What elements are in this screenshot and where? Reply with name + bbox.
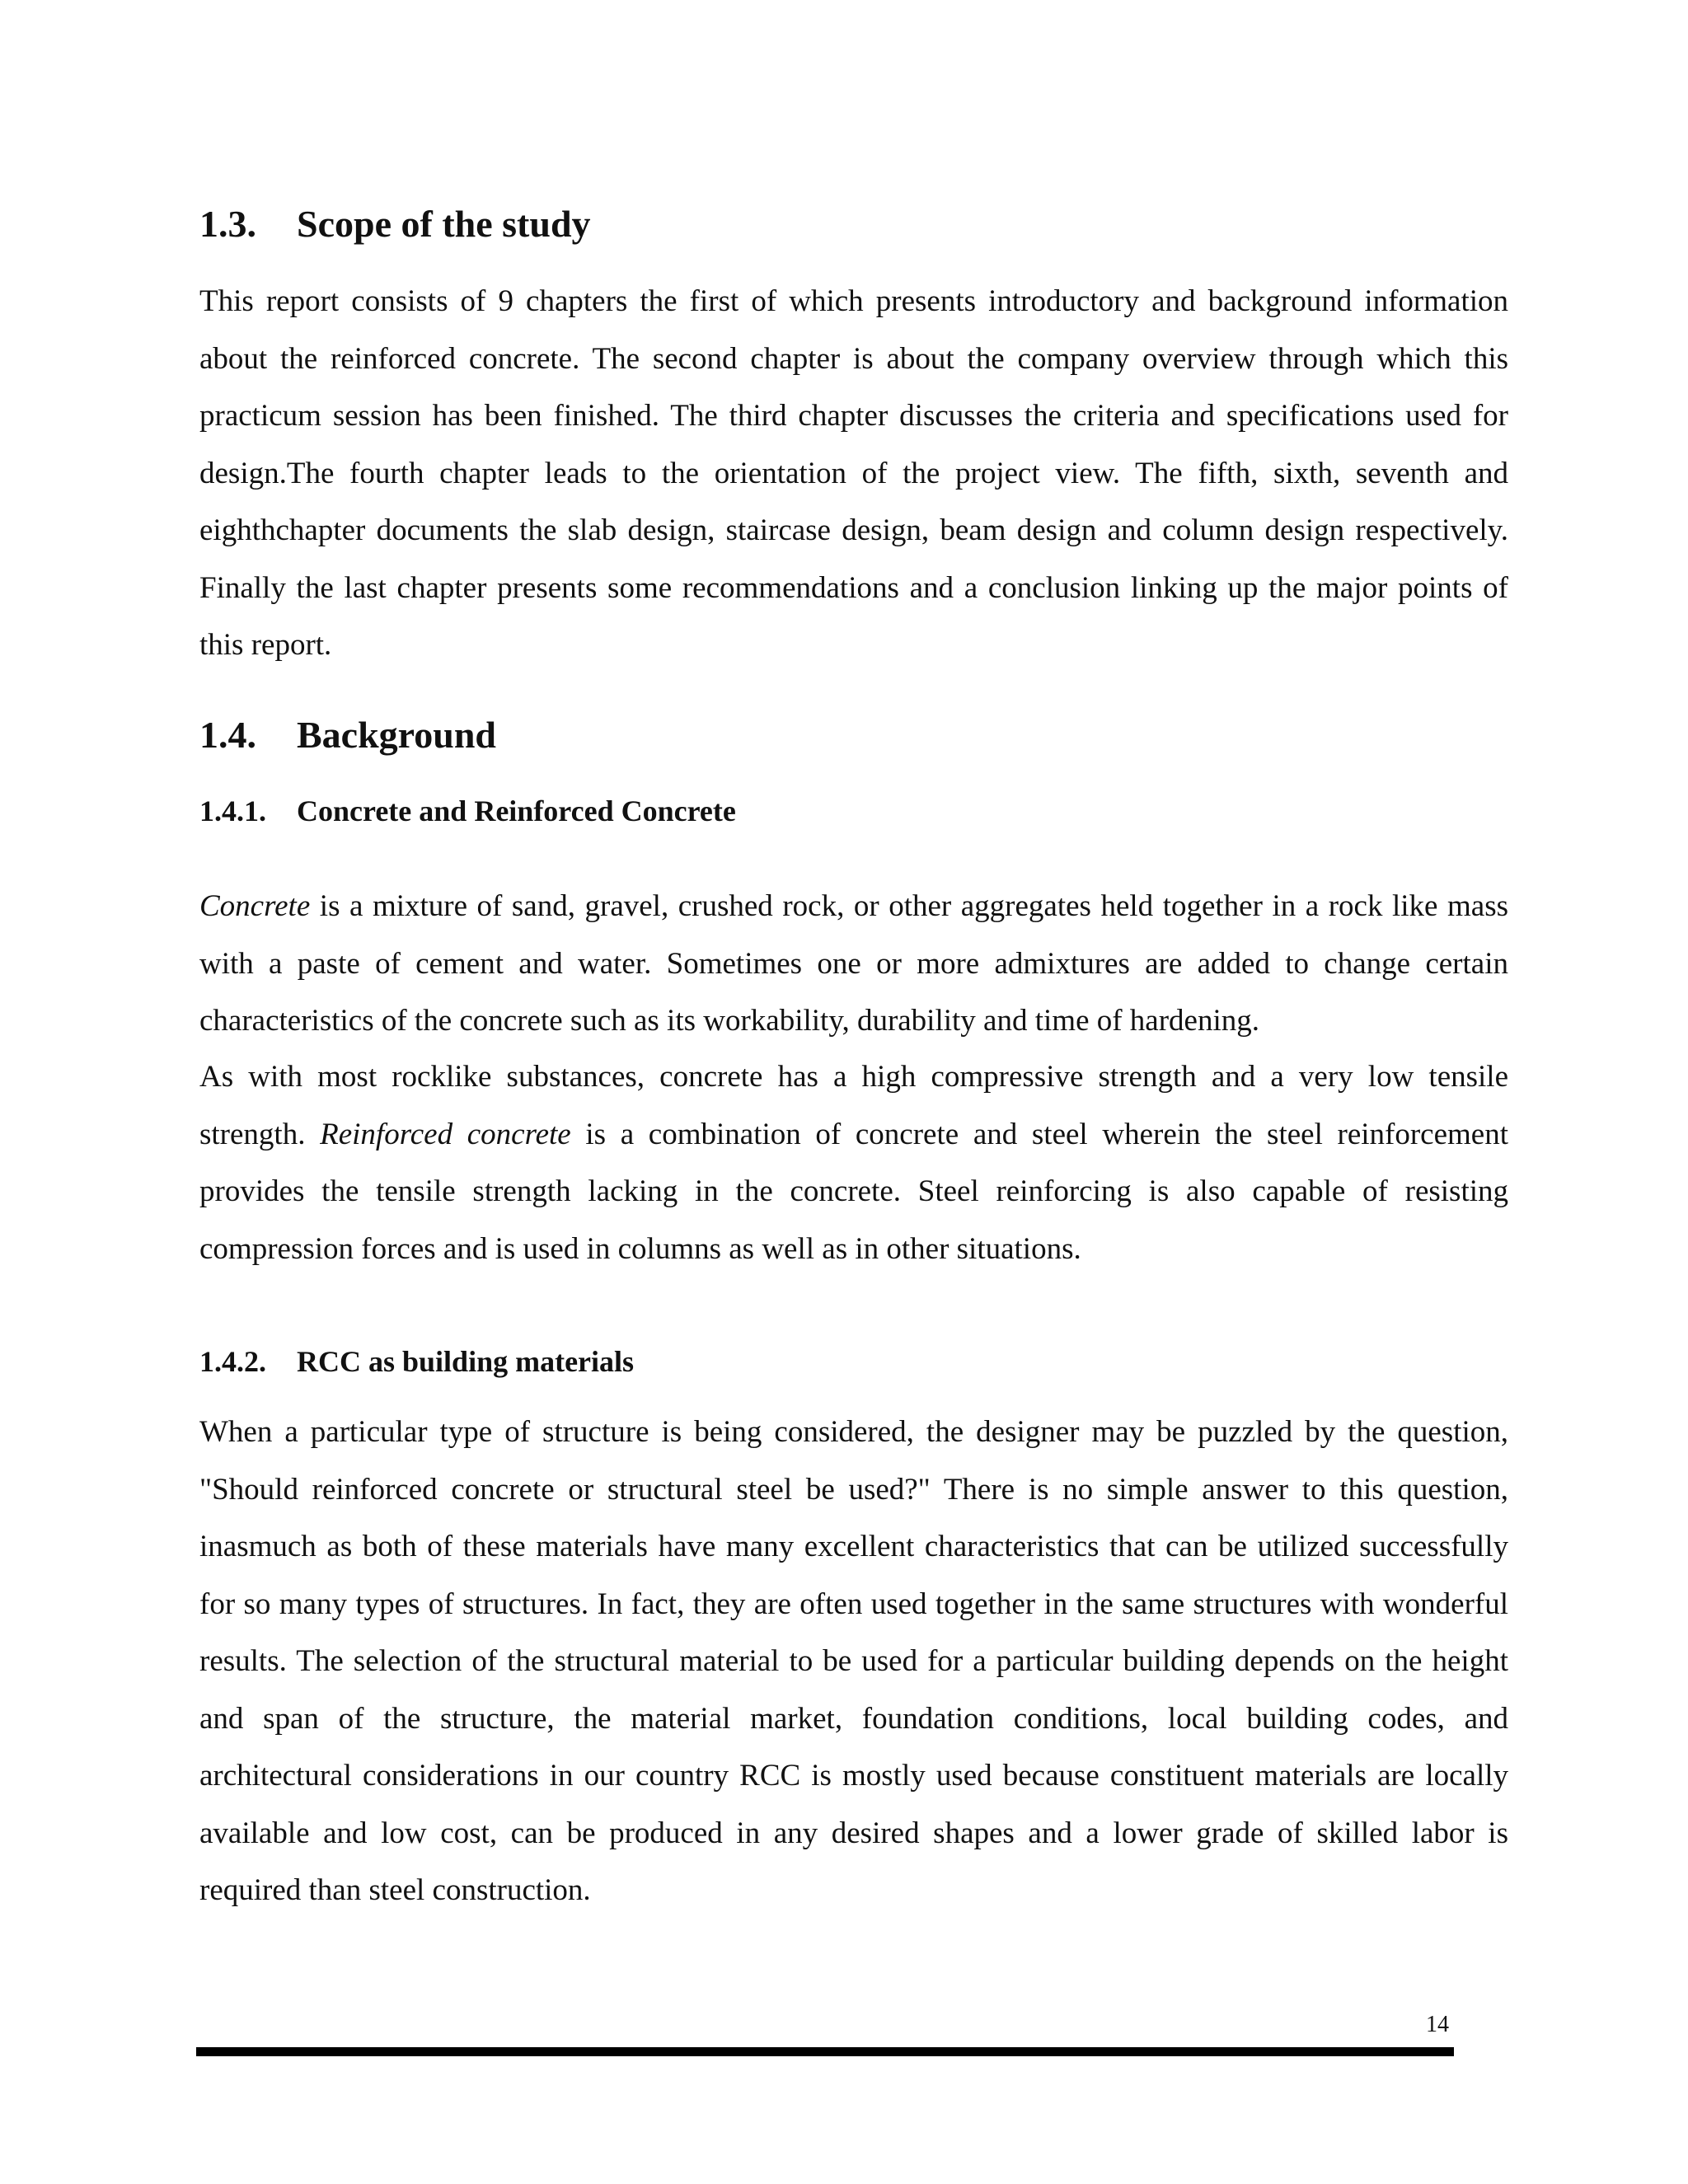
heading-concrete-and-reinforced-concrete — [199, 793, 736, 829]
heading-number: 1.4. — [199, 714, 256, 756]
footer-rule — [196, 2047, 1454, 2056]
term-reinforced-concrete: Reinforced concrete — [320, 1117, 571, 1151]
term-concrete: Concrete — [199, 889, 311, 923]
concrete-definition-paragraph — [199, 878, 1508, 1050]
paragraph-text: is a combination of concrete and steel wherein the steel reinforcement provides the tensile strength lacking in the concrete. Steel reinforcing is also capable of resisting compression forces and is used in columns as well as in other situations. — [199, 1117, 1508, 1266]
heading-background — [199, 712, 496, 758]
scope-paragraph: This report consists of 9 chapters the first of which presents introductory and background information about the reinforced concrete. The second chapter is about the company overview through which this practicum session has been finished. The third chapter discusses the criteria and specifications used for design.The fourth chapter leads to the orientation of the project view. The fifth, sixth, seventh and eighthchapter documents the slab design, staircase design, beam design and column design respectively. Finally the last chapter presents some recommendations and a conclusion linking up the major points of this report. — [199, 284, 1508, 662]
heading-rcc-as-building-materials — [199, 1343, 634, 1380]
heading-title: Scope of the study — [297, 203, 591, 245]
heading-title: RCC as building materials — [297, 1345, 635, 1378]
heading-title: Concrete and Reinforced Concrete — [297, 794, 736, 827]
heading-scope-of-the-study — [199, 201, 591, 247]
rcc-paragraph: When a particular type of structure is being considered, the designer may be puzzled by the question, "Should reinforced concrete or structural steel be used?" There is no simple answer to this question, inasmuch as both of these materials have many excellent characteristics that can be utilized successfully for so many types of structures. In fact, they are often used together in the same structures with wonderful results. The selection of the structural material to be used for a particular building depends on the height and span of the structure, the material market, foundation conditions, local building codes, and architectural considerations in our country RCC is mostly used because constituent materials are locally available and low cost, can be produced in any desired shapes and a lower grade of skilled labor is required than steel construction. — [199, 1415, 1508, 1907]
heading-number: 1.3. — [199, 203, 256, 245]
reinforced-concrete-paragraph — [199, 1048, 1508, 1277]
paragraph-text: As with most rocklike substances, concrete has a high compressive strength and a very low tensile strength. — [199, 1060, 1508, 1151]
heading-number: 1.4.2. — [199, 1345, 266, 1378]
heading-title: Background — [297, 714, 497, 756]
page-number: 14 — [1426, 2012, 1449, 2037]
heading-number: 1.4.1. — [199, 794, 266, 827]
paragraph-text: is a mixture of sand, gravel, crushed rock, or other aggregates held together in a rock like mass with a paste of cement and water. Sometimes one or more admixtures are added to change certain characteristics of the concrete such as its workability, durability and time of hardening. — [199, 889, 1508, 1038]
